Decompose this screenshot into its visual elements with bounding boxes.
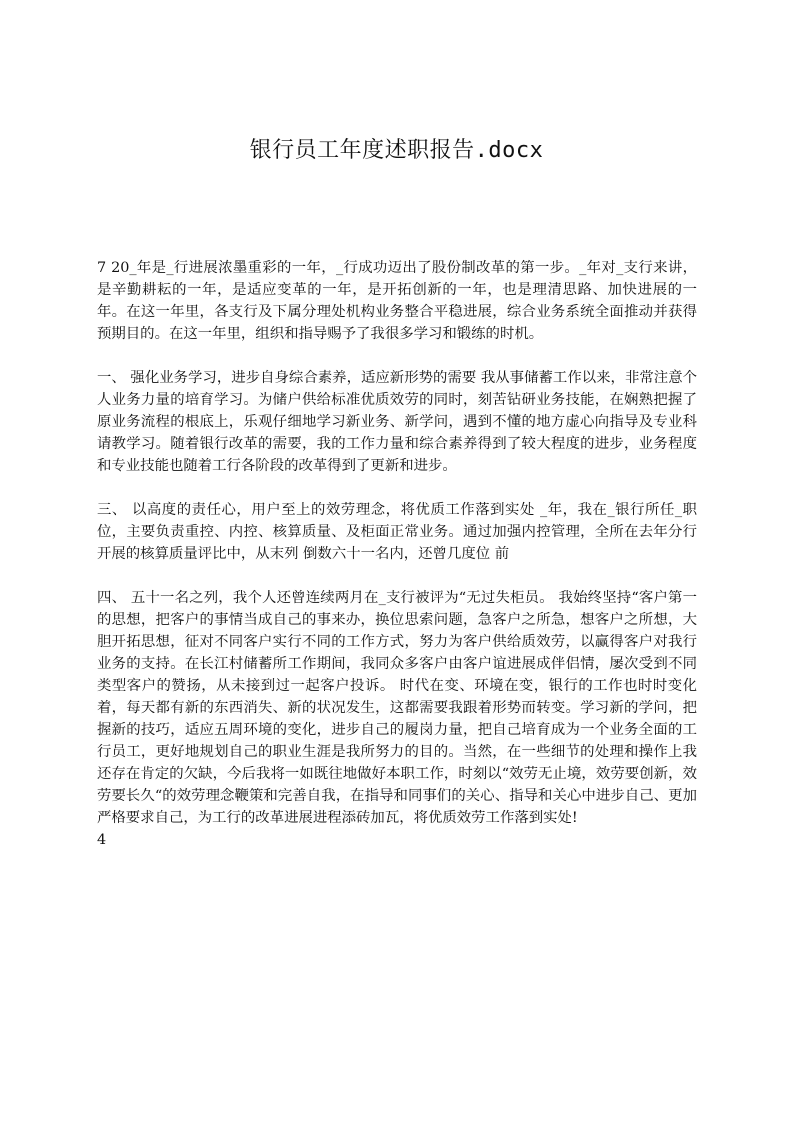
document-title: 银行员工年度述职报告.docx — [249, 138, 544, 163]
paragraph-section-four — [97, 587, 697, 851]
paragraph-intro: 7 20_年是_行进展浓墨重彩的一年，_行成功迈出了股份制改革的第一步。_年对_支行来讲，是辛勤耕耘的一年，是适应变革的一年，是开拓创新的一年，也是理清思路、加快进展的一年。在这一年里，各支行及下属分理处机构业务整合平稳进展，综合业务系统全面推动并获得预期目的。在这一年里，组织和指导赐予了我很多学习和锻练的时机。 — [97, 260, 697, 342]
document-body — [97, 257, 697, 851]
paragraph-section-four-text: 四、 五十一名之列，我个人还曾连续两月在_支行被评为“无过失柜员。 我始终坚持“客户第一的思想，把客户的事情当成自己的事来办，换位思索问题，急客户之所急，想客户之所想，大胆开拓思想，征对不同客户实行不同的工作方式，努力为客户供给质效劳，以赢得客户对我行业务的支持。在长江村储蓄所工作期间，我同众多客户由客户谊进展成伴侣情，屡次受到不同类型客户的赞扬，从未接到过一起客户投诉。 时代在变、环境在变，银行的工作也时时变化着，每天都有新的东西消失、新的状况发生，这都需要我跟着形势而转变。学习新的学问，把握新的技巧，适应五周环境的变化，进步自己的履岗力量，把自己培育成为一个业务全面的工行员工，更好地规划自己的职业生涯是我所努力的目的。当然，在一些细节的处理和操作上我还存在肯定的欠缺，今后我将一如既往地做好本职工作，时刻以“效劳无止境，效劳要创新，效劳要长久“的效劳理念鞭策和完善自我，在指导和同事们的关心、指导和关心中进步自己、更加严格要求自己，为工行的改革进展进程添砖加瓦，将优质效劳工作落到实处! — [97, 590, 697, 826]
paragraph-section-three: 三、 以高度的责任心，用户至上的效劳理念，将优质工作落到实处 _年，我在_银行所任_职位，主要负责重控、内控、核算质量、及柜面正常业务。通过加强内控管理，全所在去年分行开展的核算质量评比中，从末列 倒数六十一名内，还曾几度位 前 — [97, 502, 697, 562]
paragraph-section-one: 一、 强化业务学习，进步自身综合素养，适应新形势的需要 我从事储蓄工作以来，非常注意个人业务力量的培育学习。为储户供给标准优质效劳的同时，刻苦钻研业务技能，在娴熟把握了原业务流程的根底上，乐观仔细地学习新业务、新学问，遇到不懂的地方虚心向指导及专业科请教学习。随着银行改革的需要，我的工作力量和综合素养得到了较大程度的进步，业务程度和专业技能也随着工行各阶段的改革得到了更新和进步。 — [97, 370, 697, 474]
page-number: 4 — [97, 832, 107, 848]
